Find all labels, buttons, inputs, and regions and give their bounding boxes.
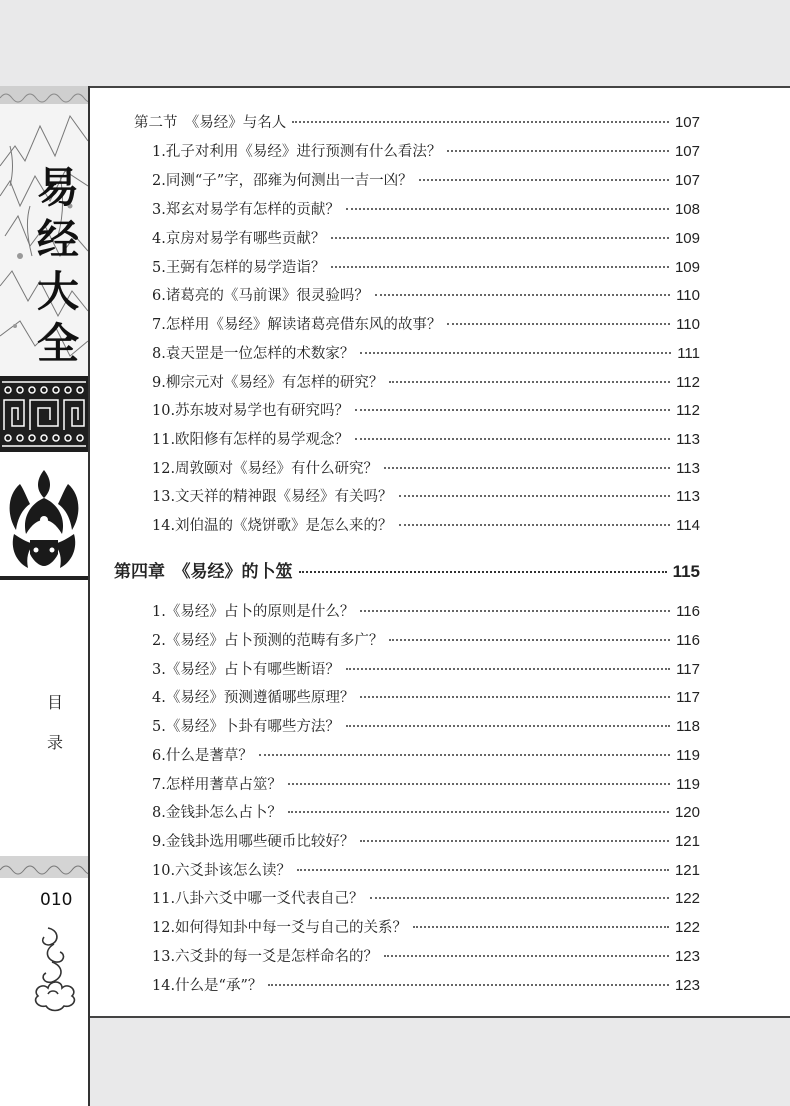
leader-dots — [360, 610, 670, 612]
toc-entry[interactable] — [152, 428, 700, 452]
leader-dots — [297, 869, 669, 871]
toc-entry-title: 10.六爻卦该怎么读？ — [152, 863, 292, 879]
toc-entry-title: 8.袁天罡是一位怎样的术数家？ — [152, 346, 355, 362]
toc-entry-title: 第四章 《易经》的卜筮 — [114, 562, 293, 582]
toc-entry[interactable] — [152, 744, 700, 768]
toc-entry[interactable] — [152, 485, 700, 509]
toc-entry-title: 7.怎样用《易经》解读诸葛亮借东风的故事？ — [152, 317, 442, 333]
toc-entry-title: 3.郑玄对易学有怎样的贡献？ — [152, 202, 340, 218]
toc-entry[interactable] — [152, 658, 700, 682]
toc-entry-page: 122 — [674, 890, 700, 907]
contents-label-char: 目 — [46, 693, 63, 712]
book-title — [36, 162, 80, 370]
toc-entry-title: 11.欧阳修有怎样的易学观念？ — [152, 432, 350, 448]
toc-entry-title: 4.《易经》预测遵循哪些原理？ — [152, 690, 355, 706]
leader-dots — [288, 811, 669, 813]
contents-label-char: 录 — [46, 733, 63, 752]
toc-entry-page: 113 — [676, 488, 700, 505]
toc-entry-title: 第二节 《易经》与名人 — [134, 115, 287, 131]
toc-entry-page: 116 — [676, 632, 700, 649]
toc-entry-title: 5.《易经》卜卦有哪些方法？ — [152, 719, 340, 735]
leader-dots — [447, 150, 669, 152]
leader-dots — [331, 266, 669, 268]
leader-dots — [389, 639, 670, 641]
toc-entry[interactable] — [152, 457, 700, 481]
toc-entry-page: 118 — [676, 718, 700, 735]
toc-entry-page: 114 — [676, 517, 700, 534]
toc-entry-title: 7.怎样用蓍草占筮？ — [152, 777, 282, 793]
leader-dots — [299, 571, 667, 573]
top-margin — [0, 0, 790, 86]
toc-entry-title: 8.金钱卦怎么占卜？ — [152, 805, 282, 821]
toc-entry-title: 1.《易经》占卜的原则是什么？ — [152, 604, 355, 620]
toc-entry-title: 1.孔子对利用《易经》进行预测有什么看法？ — [152, 144, 442, 160]
toc-entry-title: 14.什么是“承”？ — [152, 978, 263, 994]
book-title-char: 大 — [36, 267, 79, 316]
toc-entry-title: 6.什么是蓍草？ — [152, 748, 253, 764]
leader-dots — [346, 668, 670, 670]
toc-entry-page: 113 — [676, 460, 700, 477]
book-title-char: 易 — [36, 163, 79, 212]
toc-entry[interactable] — [152, 887, 700, 911]
toc-entry[interactable] — [152, 256, 700, 280]
sidebar-divider — [0, 576, 88, 580]
toc-section-entry[interactable] — [134, 111, 700, 135]
leader-dots — [389, 381, 670, 383]
toc-entry-page: 121 — [674, 862, 700, 879]
leader-dots — [360, 352, 671, 354]
toc-entry[interactable] — [152, 342, 700, 366]
toc-entry[interactable] — [152, 859, 700, 883]
toc-entry[interactable] — [152, 371, 700, 395]
toc-entry[interactable] — [152, 686, 700, 710]
leader-dots — [346, 725, 670, 727]
toc-entry-page: 110 — [676, 316, 700, 333]
toc-entry-page: 120 — [674, 804, 700, 821]
toc-chapter-entry[interactable] — [114, 557, 700, 587]
leader-dots — [288, 783, 670, 785]
bottom-margin — [90, 1018, 790, 1106]
toc-entry[interactable] — [152, 140, 700, 164]
toc-entry-page: 107 — [674, 114, 700, 131]
leader-dots — [355, 438, 670, 440]
toc-entry-title: 12.如何得知卦中每一爻与自己的关系？ — [152, 920, 408, 936]
toc-entry-title: 2.《易经》占卜预测的范畴有多广？ — [152, 633, 384, 649]
decorative-ornament — [0, 464, 88, 576]
toc-entry-page: 110 — [676, 287, 700, 304]
leader-dots — [360, 696, 670, 698]
leader-dots — [346, 208, 669, 210]
leader-dots — [399, 524, 671, 526]
toc-entry-title: 6.诸葛亮的《马前课》很灵验吗？ — [152, 288, 369, 304]
toc-entry-page: 121 — [674, 833, 700, 850]
toc-entry[interactable] — [152, 169, 700, 193]
cloud-swirl-icon — [30, 922, 80, 1014]
toc-entry-title: 13.文天祥的精神跟《易经》有关吗？ — [152, 489, 393, 505]
leader-dots — [292, 121, 669, 123]
toc-entry-page: 122 — [674, 919, 700, 936]
toc-entry[interactable] — [152, 801, 700, 825]
toc-entry-page: 116 — [676, 603, 700, 620]
leader-dots — [384, 467, 670, 469]
toc-entry-page: 123 — [674, 977, 700, 994]
leader-dots — [268, 984, 669, 986]
leader-dots — [355, 409, 670, 411]
toc-entry[interactable] — [152, 227, 700, 251]
toc-entry[interactable] — [152, 600, 700, 624]
toc-entry-page: 117 — [676, 661, 700, 678]
sidebar — [0, 86, 90, 1106]
page-number: 010 — [40, 890, 73, 910]
toc-entry-page: 112 — [676, 402, 700, 419]
toc-entry-title: 14.刘伯温的《烧饼歌》是怎么来的？ — [152, 518, 393, 534]
toc-entry-title: 5.王弼有怎样的易学造诣？ — [152, 260, 326, 276]
toc-entry-title: 9.金钱卦选用哪些硬币比较好？ — [152, 834, 355, 850]
toc-entry[interactable] — [152, 945, 700, 969]
book-title-char: 经 — [36, 215, 79, 264]
toc-entry-page: 113 — [676, 431, 700, 448]
toc-entry-page: 109 — [674, 259, 700, 276]
toc-entry[interactable] — [152, 773, 700, 797]
toc-entry[interactable] — [152, 514, 700, 538]
leader-dots — [399, 495, 671, 497]
leader-dots — [331, 237, 669, 239]
leader-dots — [360, 840, 669, 842]
toc-entry-page: 117 — [676, 689, 700, 706]
toc-entry-title: 12.周敦颐对《易经》有什么研究？ — [152, 461, 379, 477]
leader-dots — [375, 294, 670, 296]
toc-entry[interactable] — [152, 715, 700, 739]
toc-entry[interactable] — [152, 830, 700, 854]
leader-dots — [370, 897, 669, 899]
toc-entry-page: 108 — [674, 201, 700, 218]
toc-entry-page: 112 — [676, 374, 700, 391]
toc-entry-page: 119 — [676, 747, 700, 764]
toc-entry[interactable] — [152, 974, 700, 998]
toc-entry-title: 13.六爻卦的每一爻是怎样命名的？ — [152, 949, 379, 965]
cloud-pattern-band — [0, 856, 88, 878]
toc-entry-title: 4.京房对易学有哪些贡献？ — [152, 231, 326, 247]
toc-entry[interactable] — [152, 399, 700, 423]
toc-entry-page: 107 — [674, 143, 700, 160]
toc-entry-title: 9.柳宗元对《易经》有怎样的研究？ — [152, 375, 384, 391]
toc-entry[interactable] — [152, 198, 700, 222]
leader-dots — [419, 179, 669, 181]
toc-entry-title: 3.《易经》占卜有哪些断语？ — [152, 662, 340, 678]
toc-entry-page: 109 — [674, 230, 700, 247]
leader-dots — [413, 926, 669, 928]
toc-entry[interactable] — [152, 916, 700, 940]
toc-entry-title: 10.苏东坡对易学也有研究吗？ — [152, 403, 350, 419]
toc-entry-page: 111 — [677, 345, 700, 362]
leader-dots — [259, 754, 670, 756]
toc-entry[interactable] — [152, 284, 700, 308]
toc-entry-page: 123 — [674, 948, 700, 965]
leader-dots — [384, 955, 669, 957]
toc-entry-title: 2.同测“子”字，邵雍为何测出一吉一凶？ — [152, 173, 413, 189]
toc-entry[interactable] — [152, 313, 700, 337]
fret-pattern-band — [0, 376, 88, 452]
toc-entry-page: 107 — [674, 172, 700, 189]
leader-dots — [447, 323, 670, 325]
toc-entry[interactable] — [152, 629, 700, 653]
toc-entry-page: 115 — [672, 562, 700, 581]
toc-entry-title: 11.八卦六爻中哪一爻代表自己？ — [152, 891, 364, 907]
toc-entry-page: 119 — [676, 776, 700, 793]
book-title-char: 全 — [36, 319, 79, 368]
